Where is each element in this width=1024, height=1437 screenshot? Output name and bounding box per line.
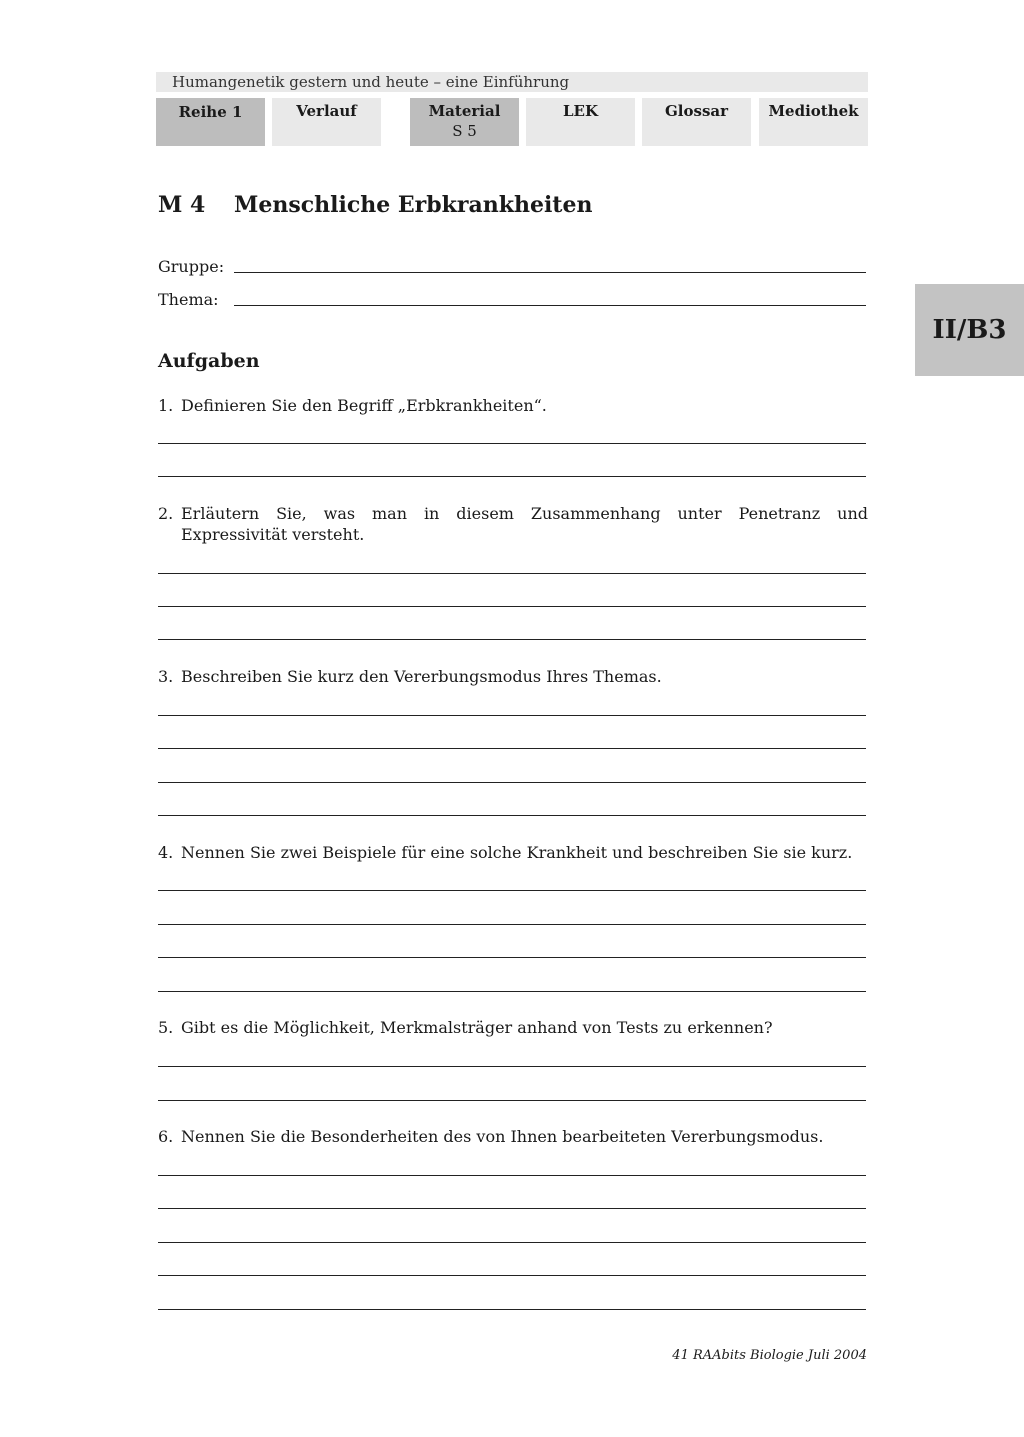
question-number: 1. [158, 396, 174, 415]
answer-line[interactable] [158, 1309, 866, 1310]
page-title: Menschliche Erbkrankheiten [234, 192, 593, 218]
question-5 [158, 1017, 868, 1038]
question-number: 2. [158, 504, 174, 523]
question-4 [158, 842, 868, 863]
answer-line[interactable] [158, 606, 866, 607]
material-code: M 4 [158, 192, 206, 218]
tab-lek-label: LEK [562, 102, 599, 120]
answer-line[interactable] [158, 782, 866, 783]
question-text: Nennen Sie die Besonderheiten des von Ihnen bearbeiteten Vererbungsmodus. [181, 1127, 824, 1146]
tasks-heading: Aufgaben [158, 350, 260, 372]
answer-line[interactable] [158, 715, 866, 716]
tab-verlauf[interactable] [272, 98, 381, 146]
question-2 [158, 503, 868, 545]
question-1 [158, 395, 868, 416]
question-text: Erläutern Sie, was man in diesem Zusammenhang unter Penetranz und Expressivität versteht. [181, 504, 868, 544]
question-6 [158, 1126, 868, 1147]
answer-line[interactable] [158, 1175, 866, 1176]
page-footer: 41 RAAbits Biologie Juli 2004 [672, 1348, 867, 1363]
question-number: 3. [158, 667, 174, 686]
section-marker-tab: II/B3 [915, 284, 1024, 376]
answer-line[interactable] [158, 1100, 866, 1101]
answer-line[interactable] [158, 443, 866, 444]
gruppe-label: Gruppe: [158, 257, 225, 276]
question-text: Gibt es die Möglichkeit, Merkmalsträger anhand von Tests zu erkennen? [181, 1018, 773, 1037]
answer-line[interactable] [158, 1242, 866, 1243]
question-3 [158, 666, 868, 687]
series-topic: Humangenetik gestern und heute – eine Einführung [156, 72, 868, 92]
tab-reihe[interactable] [156, 98, 265, 146]
answer-line[interactable] [158, 1275, 866, 1276]
header-tabs [156, 98, 868, 146]
tab-material-page: S 5 [452, 122, 477, 140]
tab-glossar-label: Glossar [664, 102, 729, 120]
tab-mediothek-label: Mediothek [768, 102, 859, 120]
answer-line[interactable] [158, 748, 866, 749]
gruppe-field[interactable] [234, 272, 866, 273]
answer-line[interactable] [158, 924, 866, 925]
question-number: 5. [158, 1018, 174, 1037]
answer-line[interactable] [158, 815, 866, 816]
question-text: Beschreiben Sie kurz den Vererbungsmodus Ihres Themas. [181, 667, 662, 686]
tab-material[interactable] [410, 98, 519, 146]
answer-line[interactable] [158, 573, 866, 574]
question-text: Nennen Sie zwei Beispiele für eine solche Krankheit und beschreiben Sie sie kurz. [181, 843, 853, 862]
thema-label: Thema: [158, 290, 219, 309]
answer-line[interactable] [158, 991, 866, 992]
question-text: Definieren Sie den Begriff „Erbkrankheiten“. [181, 396, 547, 415]
answer-line[interactable] [158, 476, 866, 477]
tab-glossar[interactable] [642, 98, 751, 146]
answer-line[interactable] [158, 1208, 866, 1209]
answer-line[interactable] [158, 957, 866, 958]
thema-field[interactable] [234, 305, 866, 306]
question-number: 6. [158, 1127, 174, 1146]
tab-verlauf-label: Verlauf [296, 102, 357, 120]
tab-mediothek[interactable] [759, 98, 868, 146]
tab-material-label: Material [428, 102, 501, 120]
answer-line[interactable] [158, 1066, 866, 1067]
question-number: 4. [158, 843, 174, 862]
answer-line[interactable] [158, 639, 866, 640]
answer-line[interactable] [158, 890, 866, 891]
tab-lek[interactable] [526, 98, 635, 146]
tab-reihe-label: Reihe 1 [178, 103, 243, 121]
